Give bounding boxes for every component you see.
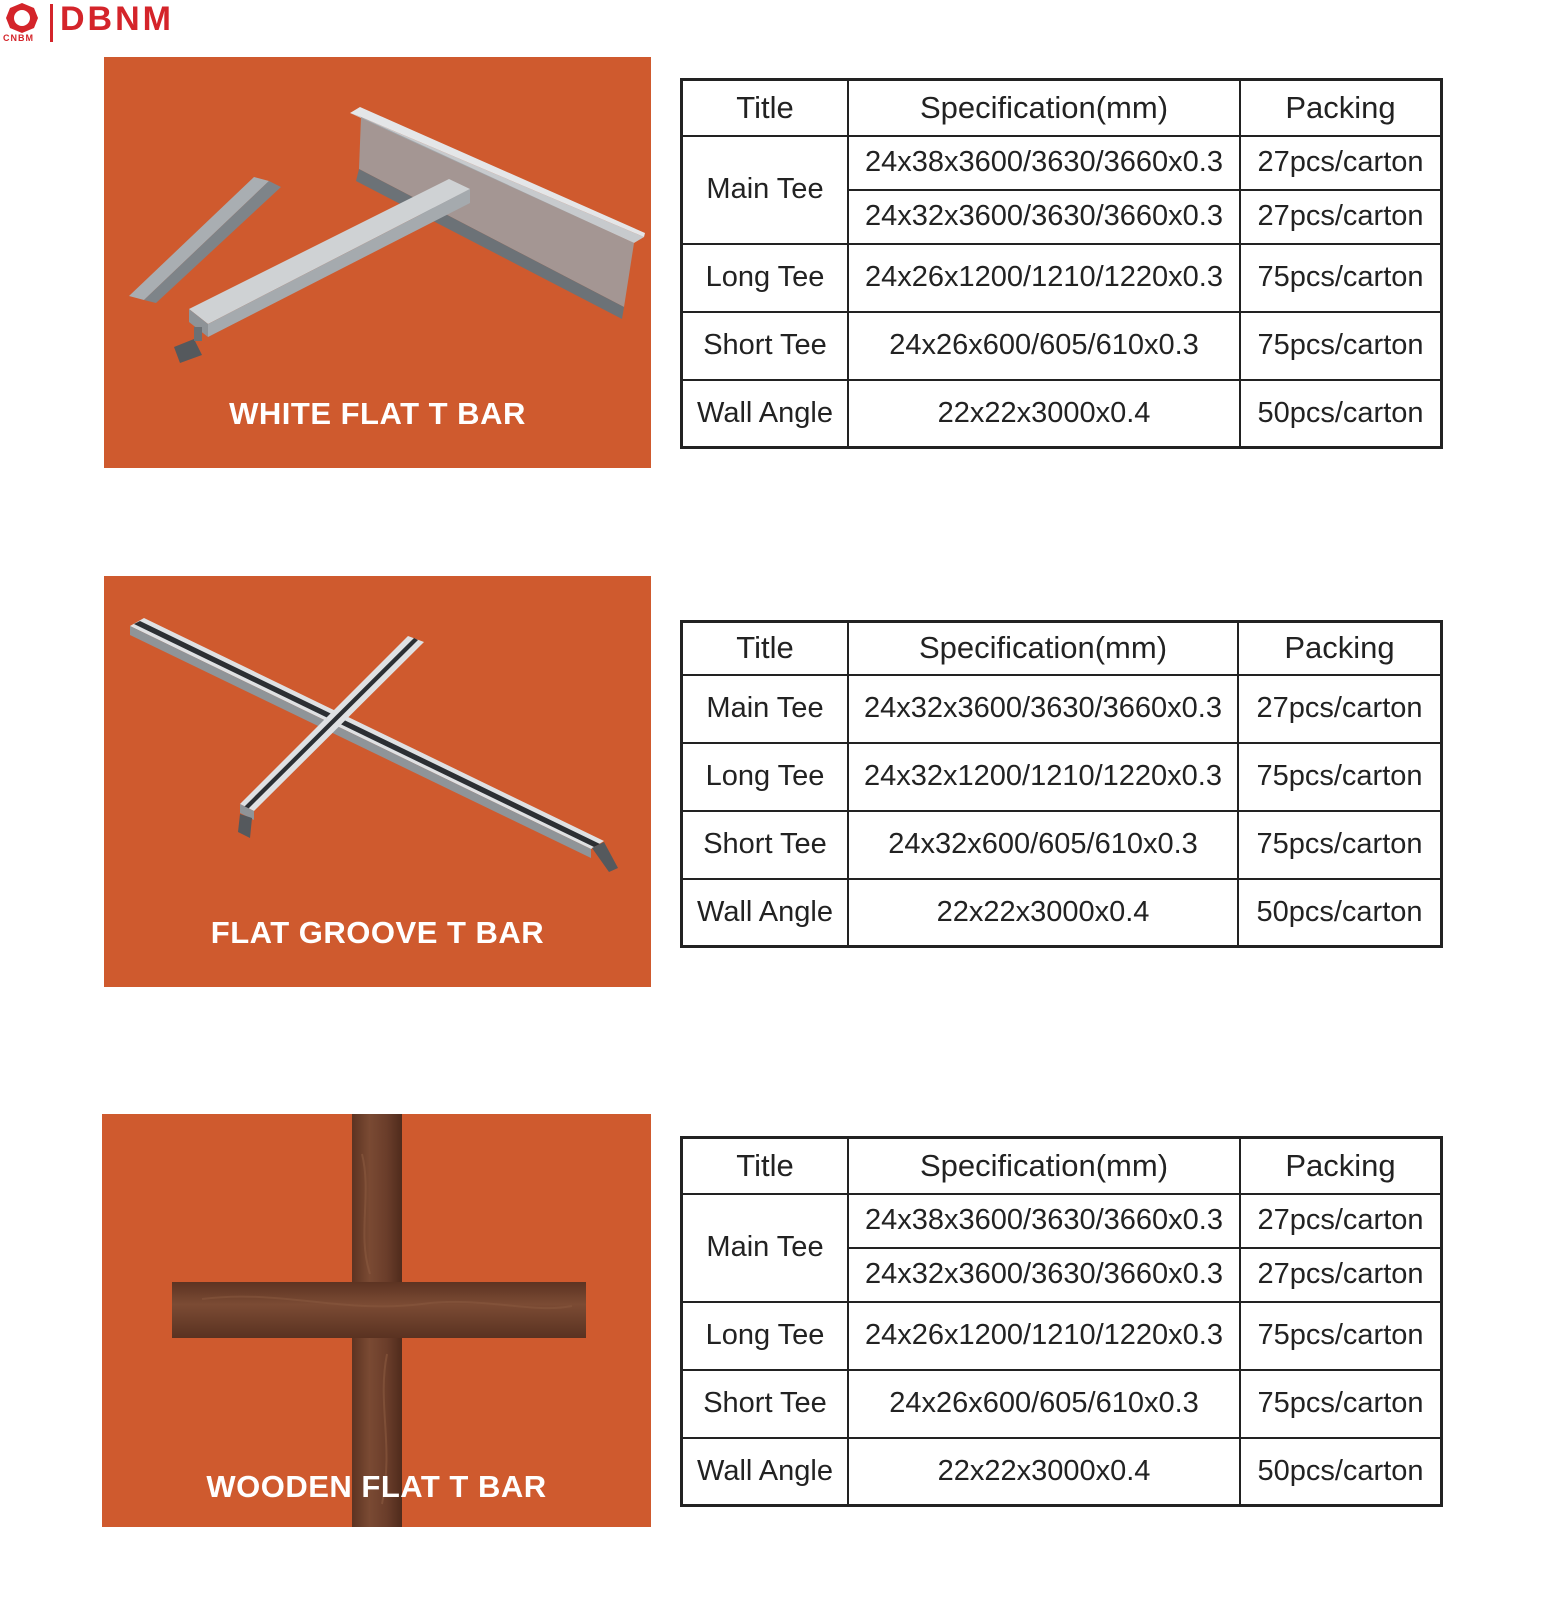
- product-caption: WOODEN FLAT T BAR: [206, 1469, 547, 1504]
- product-caption: WHITE FLAT T BAR: [229, 396, 526, 431]
- product-image-white-flat-t-bar: [104, 57, 651, 468]
- row-title: Main Tee: [682, 675, 849, 743]
- header-title: Title: [682, 1138, 849, 1194]
- row-title: Short Tee: [682, 811, 849, 879]
- row-packing: 27pcs/carton: [1240, 1194, 1442, 1248]
- row-specification: 24x32x3600/3630/3660x0.3: [848, 190, 1240, 244]
- row-specification: 24x26x1200/1210/1220x0.3: [848, 1302, 1240, 1370]
- row-title: Main Tee: [682, 1194, 849, 1302]
- row-packing: 75pcs/carton: [1238, 743, 1442, 811]
- table-row: [682, 675, 1442, 743]
- row-packing: 75pcs/carton: [1238, 811, 1442, 879]
- row-packing: 75pcs/carton: [1240, 1302, 1442, 1370]
- row-specification: 24x26x600/605/610x0.3: [848, 312, 1240, 380]
- table-row: [682, 244, 1442, 312]
- table-header-row: [682, 622, 1442, 675]
- row-packing: 75pcs/carton: [1240, 1370, 1442, 1438]
- spec-table-white-flat-t-bar: [680, 78, 1443, 449]
- logo-brand-text: DBNM: [60, 0, 174, 38]
- header-packing: Packing: [1238, 622, 1442, 675]
- row-specification: 22x22x3000x0.4: [848, 879, 1238, 947]
- row-specification: 24x32x1200/1210/1220x0.3: [848, 743, 1238, 811]
- wooden-flat-t-bar-illustration: [102, 1114, 651, 1527]
- row-specification: 24x32x600/605/610x0.3: [848, 811, 1238, 879]
- header-title: Title: [682, 80, 849, 136]
- row-title: Short Tee: [682, 312, 849, 380]
- row-title: Long Tee: [682, 1302, 849, 1370]
- row-packing: 27pcs/carton: [1240, 1248, 1442, 1302]
- cnbm-logo-icon: [2, 2, 42, 34]
- table-row: [682, 1370, 1442, 1438]
- row-packing: 75pcs/carton: [1240, 312, 1442, 380]
- table-row: [682, 743, 1442, 811]
- header-specification: Specification(mm): [848, 1138, 1240, 1194]
- spec-table-flat-groove-t-bar: [680, 620, 1443, 948]
- table-row: [682, 1302, 1442, 1370]
- row-title: Short Tee: [682, 1370, 849, 1438]
- logo-subtext: CNBM: [3, 33, 34, 43]
- table-row: [682, 136, 1442, 190]
- product-image-wooden-flat-t-bar: [102, 1114, 651, 1527]
- table-header-row: [682, 80, 1442, 136]
- row-title: Long Tee: [682, 244, 849, 312]
- header-packing: Packing: [1240, 80, 1442, 136]
- header-packing: Packing: [1240, 1138, 1442, 1194]
- table-row: [682, 380, 1442, 448]
- row-specification: 24x38x3600/3630/3660x0.3: [848, 136, 1240, 190]
- spec-table-wooden-flat-t-bar: [680, 1136, 1443, 1507]
- row-title: Long Tee: [682, 743, 849, 811]
- row-packing: 75pcs/carton: [1240, 244, 1442, 312]
- product-image-flat-groove-t-bar: [104, 576, 651, 987]
- header-title: Title: [682, 622, 849, 675]
- row-title: Main Tee: [682, 136, 849, 244]
- row-title: Wall Angle: [682, 879, 849, 947]
- table-row: [682, 879, 1442, 947]
- row-packing: 27pcs/carton: [1238, 675, 1442, 743]
- table-row: [682, 1438, 1442, 1506]
- header-specification: Specification(mm): [848, 80, 1240, 136]
- row-specification: 22x22x3000x0.4: [848, 1438, 1240, 1506]
- row-packing: 50pcs/carton: [1240, 380, 1442, 448]
- row-specification: 24x32x3600/3630/3660x0.3: [848, 675, 1238, 743]
- row-specification: 24x38x3600/3630/3660x0.3: [848, 1194, 1240, 1248]
- row-packing: 27pcs/carton: [1240, 190, 1442, 244]
- brand-logo: [0, 0, 210, 46]
- product-caption: FLAT GROOVE T BAR: [210, 915, 545, 950]
- table-row: [682, 1194, 1442, 1248]
- row-packing: 27pcs/carton: [1240, 136, 1442, 190]
- row-specification: 24x26x600/605/610x0.3: [848, 1370, 1240, 1438]
- row-specification: 24x26x1200/1210/1220x0.3: [848, 244, 1240, 312]
- row-title: Wall Angle: [682, 1438, 849, 1506]
- header-specification: Specification(mm): [848, 622, 1238, 675]
- logo-divider: [50, 4, 53, 42]
- row-specification: 24x32x3600/3630/3660x0.3: [848, 1248, 1240, 1302]
- table-header-row: [682, 1138, 1442, 1194]
- table-row: [682, 312, 1442, 380]
- row-packing: 50pcs/carton: [1240, 1438, 1442, 1506]
- row-title: Wall Angle: [682, 380, 849, 448]
- row-packing: 50pcs/carton: [1238, 879, 1442, 947]
- row-specification: 22x22x3000x0.4: [848, 380, 1240, 448]
- table-row: [682, 811, 1442, 879]
